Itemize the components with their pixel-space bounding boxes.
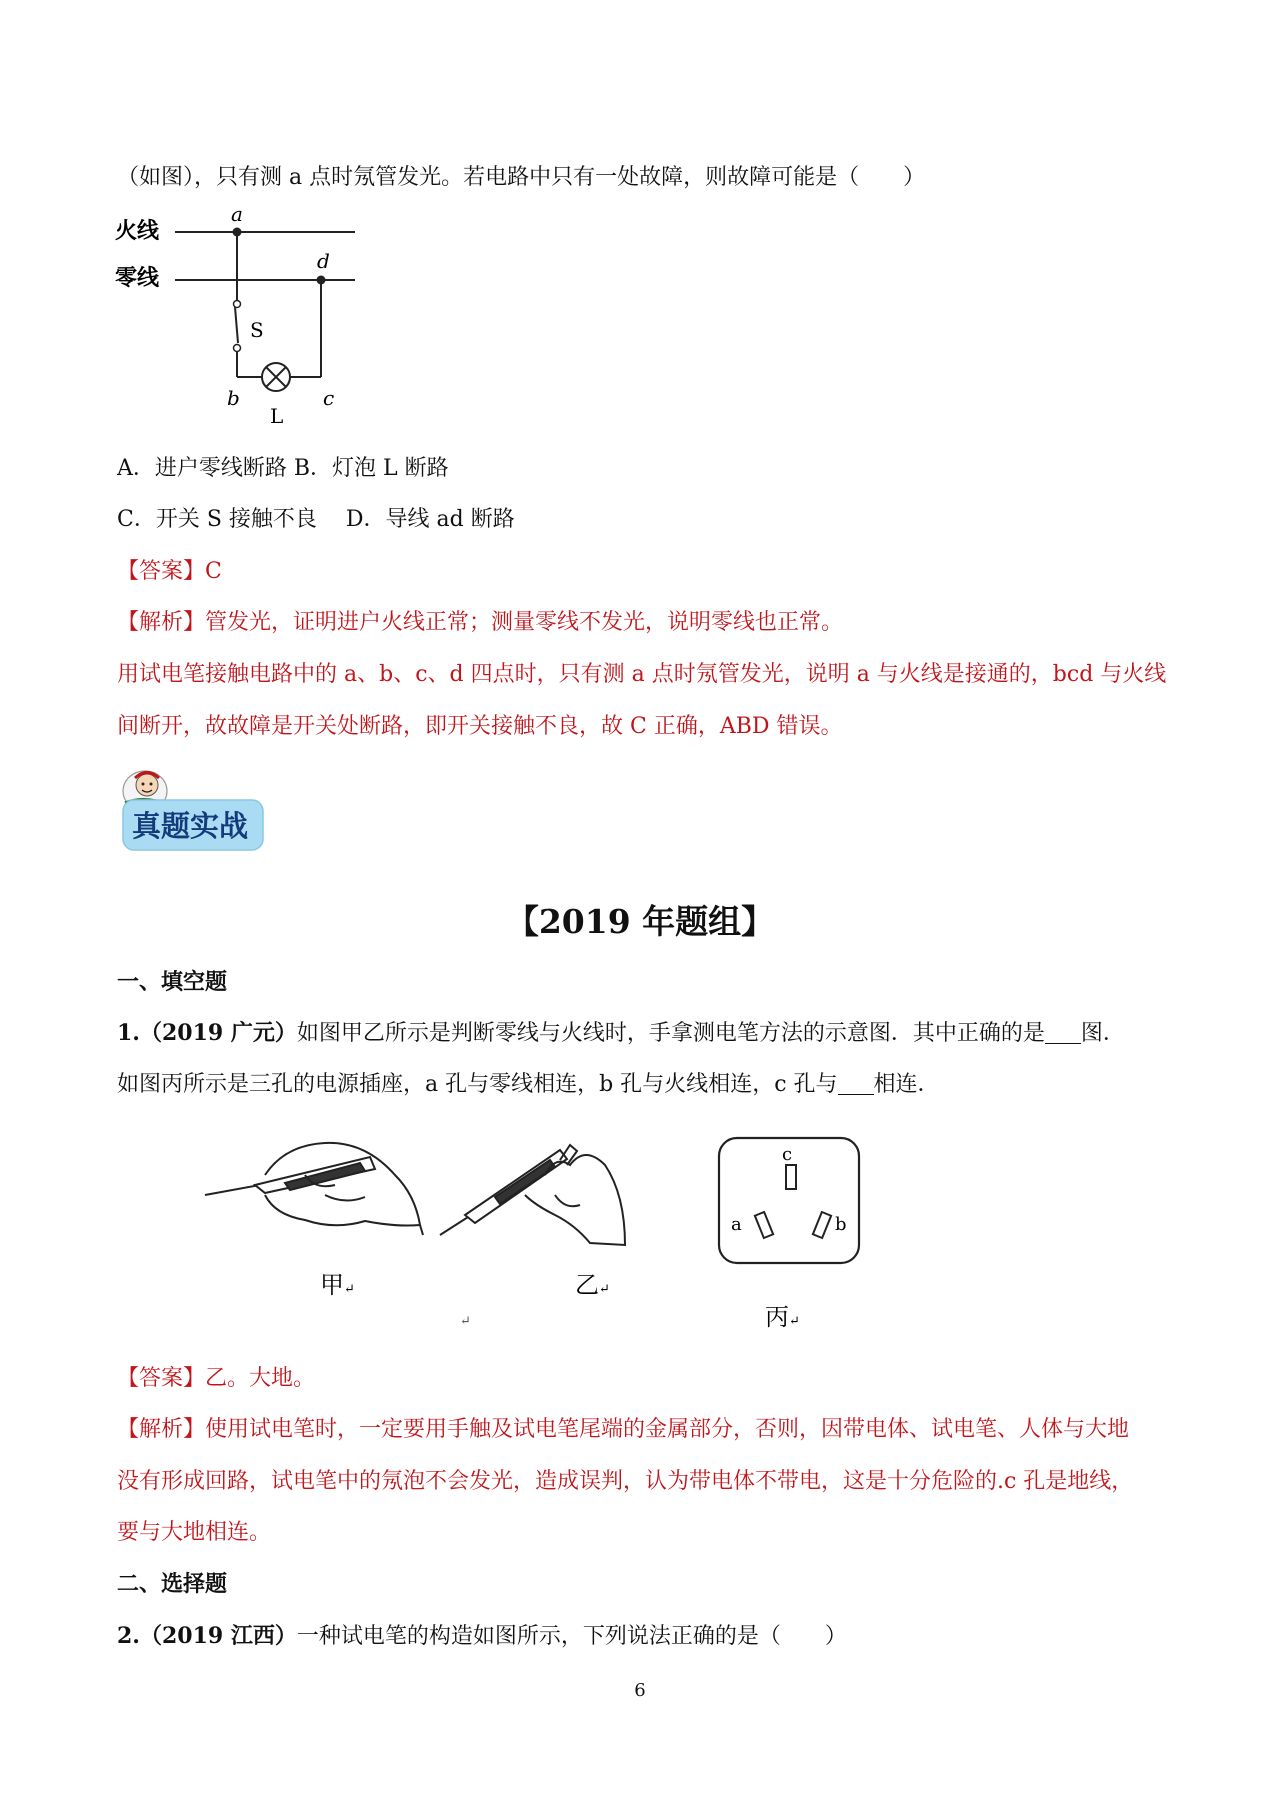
hole-c-label: c [782,1144,793,1165]
analysis-text: 管发光，证明进户火线正常；测量零线不发光，说明零线也正常。 [205,610,844,635]
hand-holding-pen-yi-icon [440,1145,625,1245]
neutral-wire-label: 零线 [115,265,160,291]
point-c-label: c [323,386,335,410]
figure-label-jia: 甲↵ [320,1271,355,1299]
analysis-text: 使用试电笔时，一定要用手触及试电笔尾端的金属部分，否则，因带电体、试电笔、人体与大地 [205,1417,1130,1442]
analysis-2-line-3: 要与大地相连。 [117,1520,272,1545]
question-number: 2. [117,1623,140,1649]
page-number: 6 [634,1680,646,1701]
section-multiple-choice: 二、选择题 [117,1571,228,1597]
answer-tag: 【答案】 [117,559,206,584]
answer-text: C [205,559,222,584]
question-text: 一种试电笔的构造如图所示，下列说法正确的是（ ） [296,1624,847,1649]
badge-text: 真题实战 [132,809,249,843]
group-title: 【2019 年题组】 [505,902,775,941]
question-2 [117,1621,847,1652]
figure-label-bing: 丙↵ [765,1303,800,1331]
question-source: （2019 广元） [139,1020,297,1046]
lamp-label: L [270,404,284,428]
options-line-1: A．进户零线断路 B．灯泡 L 断路 [117,456,449,481]
answer-blank[interactable] [838,1072,874,1095]
analysis-tag: 【解析】 [117,1417,206,1442]
analysis-1-line-1 [117,608,843,638]
figure-label-yi: 乙↵ [575,1271,610,1299]
question-1-line-1 [117,1018,1125,1049]
analysis-2-line-2: 没有形成回路，试电笔中的氖泡不会发光，造成误判，认为带电体不带电，这是十分危险的.c 孔是地线， [117,1469,1134,1494]
live-wire-label: 火线 [115,218,160,244]
question-text: 如图丙所示是三孔的电源插座，a 孔与零线相连，b 孔与火线相连，c 孔与 [117,1072,838,1097]
analysis-1-line-2: 用试电笔接触电路中的 a、b、c、d 四点时，只有测 a 点时氖管发光，说明 a 与火线是接通的，bcd 与火线 [117,662,1167,687]
point-a-label: a [231,205,243,226]
point-d-label: d [317,249,330,273]
question-source: （2019 江西） [139,1623,297,1649]
hole-a-label: a [731,1214,742,1235]
options-line-2: C．开关 S 接触不良 D．导线 ad 断路 [117,507,515,532]
section-fill-blank: 一、填空题 [117,969,228,995]
question-text: 如图甲乙所示是判断零线与火线时，手拿测电笔方法的示意图．其中正确的是 [296,1021,1045,1046]
test-pen-figure [195,1135,885,1335]
return-mark: ↵ [460,1314,471,1329]
point-b-label: b [227,386,240,410]
hole-b-label: b [835,1214,847,1235]
answer-blank[interactable] [1045,1021,1081,1044]
answer-1 [117,557,222,587]
analysis-2-line-1 [117,1415,1129,1445]
question-1-line-2 [117,1070,940,1100]
answer-tag: 【答案】 [117,1366,206,1391]
problem-continuation: （如图），只有测 a 点时氖管发光。若电路中只有一处故障，则故障可能是（ ） [117,165,926,190]
analysis-tag: 【解析】 [117,610,206,635]
question-text-end: 图． [1080,1021,1125,1046]
answer-2 [117,1364,315,1394]
answer-text: 乙。大地。 [205,1366,316,1391]
switch-label: S [250,318,264,342]
question-text-end: 相连． [873,1072,940,1097]
circuit-diagram [110,205,370,430]
question-number: 1. [117,1020,140,1046]
hand-holding-pen-jia-icon [205,1143,423,1235]
analysis-1-line-3: 间断开，故故障是开关处断路，即开关接触不良，故 C 正确，ABD 错误。 [117,714,843,739]
section-badge [117,763,272,855]
